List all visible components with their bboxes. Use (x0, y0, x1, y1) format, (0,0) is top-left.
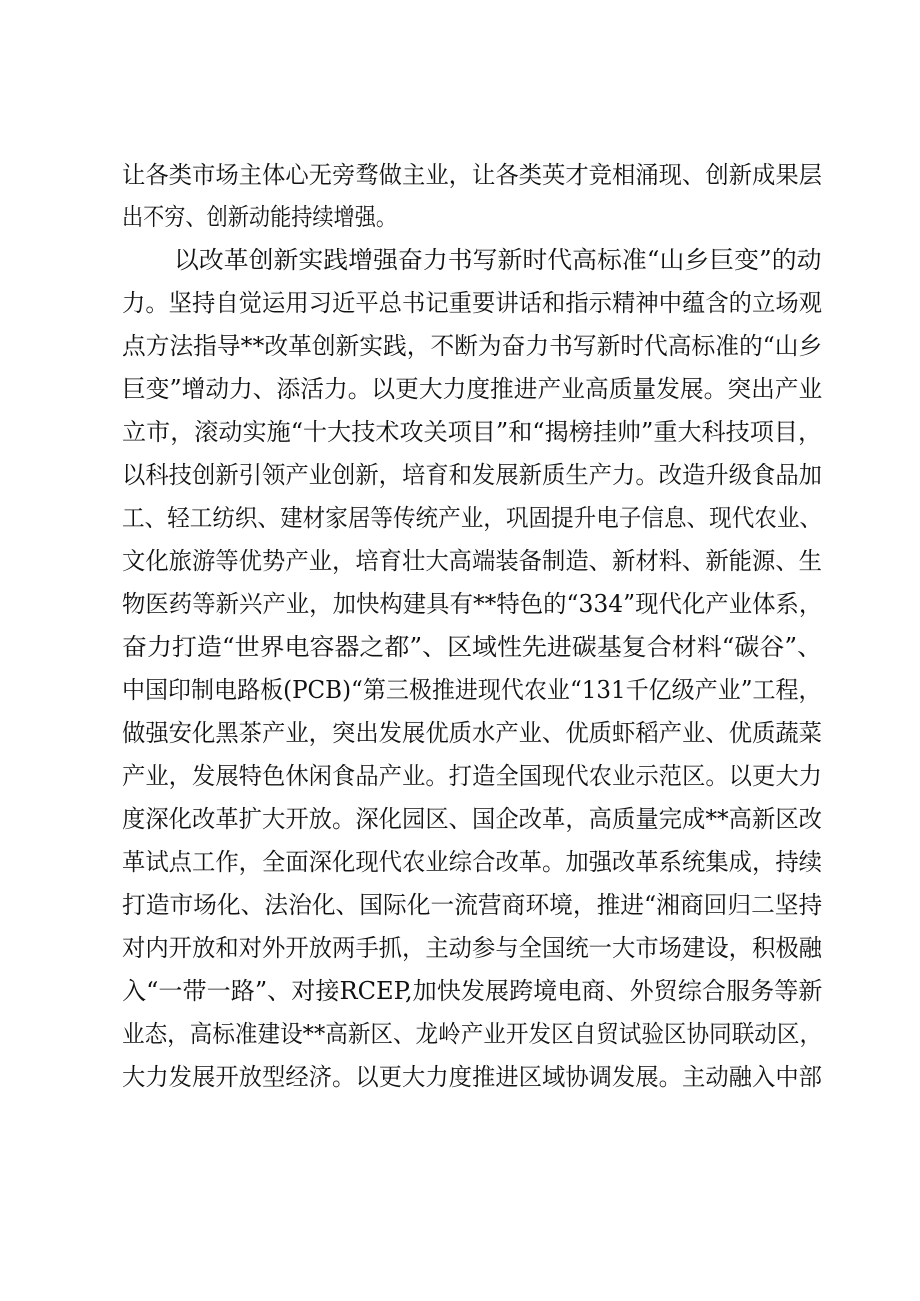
text-line: 奋力打造“世界电容器之都”、区域性先进碳基复合材料“碳谷”、 (122, 633, 823, 661)
text-line: 入“一带一路”、对接RCEP,加快发展跨境电商、外贸综合服务等新 (122, 977, 823, 1005)
text-line: 度深化改革扩大开放。深化园区、国企改革，高质量完成**高新区改 (122, 805, 822, 833)
text-line: 物医药等新兴产业，加快构建具有**特色的“334”现代化产业体系， (122, 590, 823, 618)
text-line: 文化旅游等优势产业，培育壮大高端装备制造、新材料、新能源、生 (122, 547, 822, 575)
text-line: 点方法指导**改革创新实践，不断为奋力书写新时代高标准的“山乡 (122, 332, 823, 360)
text-line: 力。坚持自觉运用习近平总书记重要讲话和指示精神中蕴含的立场观 (122, 289, 822, 317)
text-line: 巨变”增动力、添活力。以更大力度推进产业高质量发展。突出产业 (122, 375, 823, 403)
text-line: 立市，滚动实施“十大技术攻关项目”和“揭榜挂帅”重大科技项目， (122, 418, 823, 446)
text-line: 大力发展开放型经济。以更大力度推进区域协调发展。主动融入中部 (122, 1063, 822, 1091)
text-line: 产业，发展特色休闲食品产业。打造全国现代农业示范区。以更大力 (122, 762, 822, 790)
text-line: 革试点工作，全面深化现代农业综合改革。加强改革系统集成，持续 (122, 848, 822, 876)
text-line: 工、轻工纺织、建材家居等传统产业，巩固提升电子信息、现代农业、 (122, 504, 823, 532)
text-line: 以科技创新引领产业创新，培育和发展新质生产力。改造升级食品加 (122, 461, 822, 489)
text-line: 出不穷、创新动能持续增强。 (122, 203, 397, 231)
text-line: 中国印制电路板(PCB)“第三极推进现代农业“131千亿级产业”工程， (122, 676, 822, 704)
text-line: 对内开放和对外开放两手抓，主动参与全国统一大市场建设，积极融 (122, 934, 822, 962)
text-line: 让各类市场主体心无旁骛做主业，让各类英才竞相涌现、创新成果层 (122, 161, 822, 189)
text-line: 做强安化黑茶产业，突出发展优质水产业、优质虾稻产业、优质蔬菜 (122, 719, 822, 747)
text-line: 打造市场化、法治化、国际化一流营商环境，推进“湘商回归二坚持 (122, 891, 823, 919)
text-line: 以改革创新实践增强奋力书写新时代高标准“山乡巨变”的动 (174, 246, 822, 274)
text-line: 业态，高标准建设**高新区、龙岭产业开发区自贸试验区协同联动区， (122, 1020, 823, 1048)
